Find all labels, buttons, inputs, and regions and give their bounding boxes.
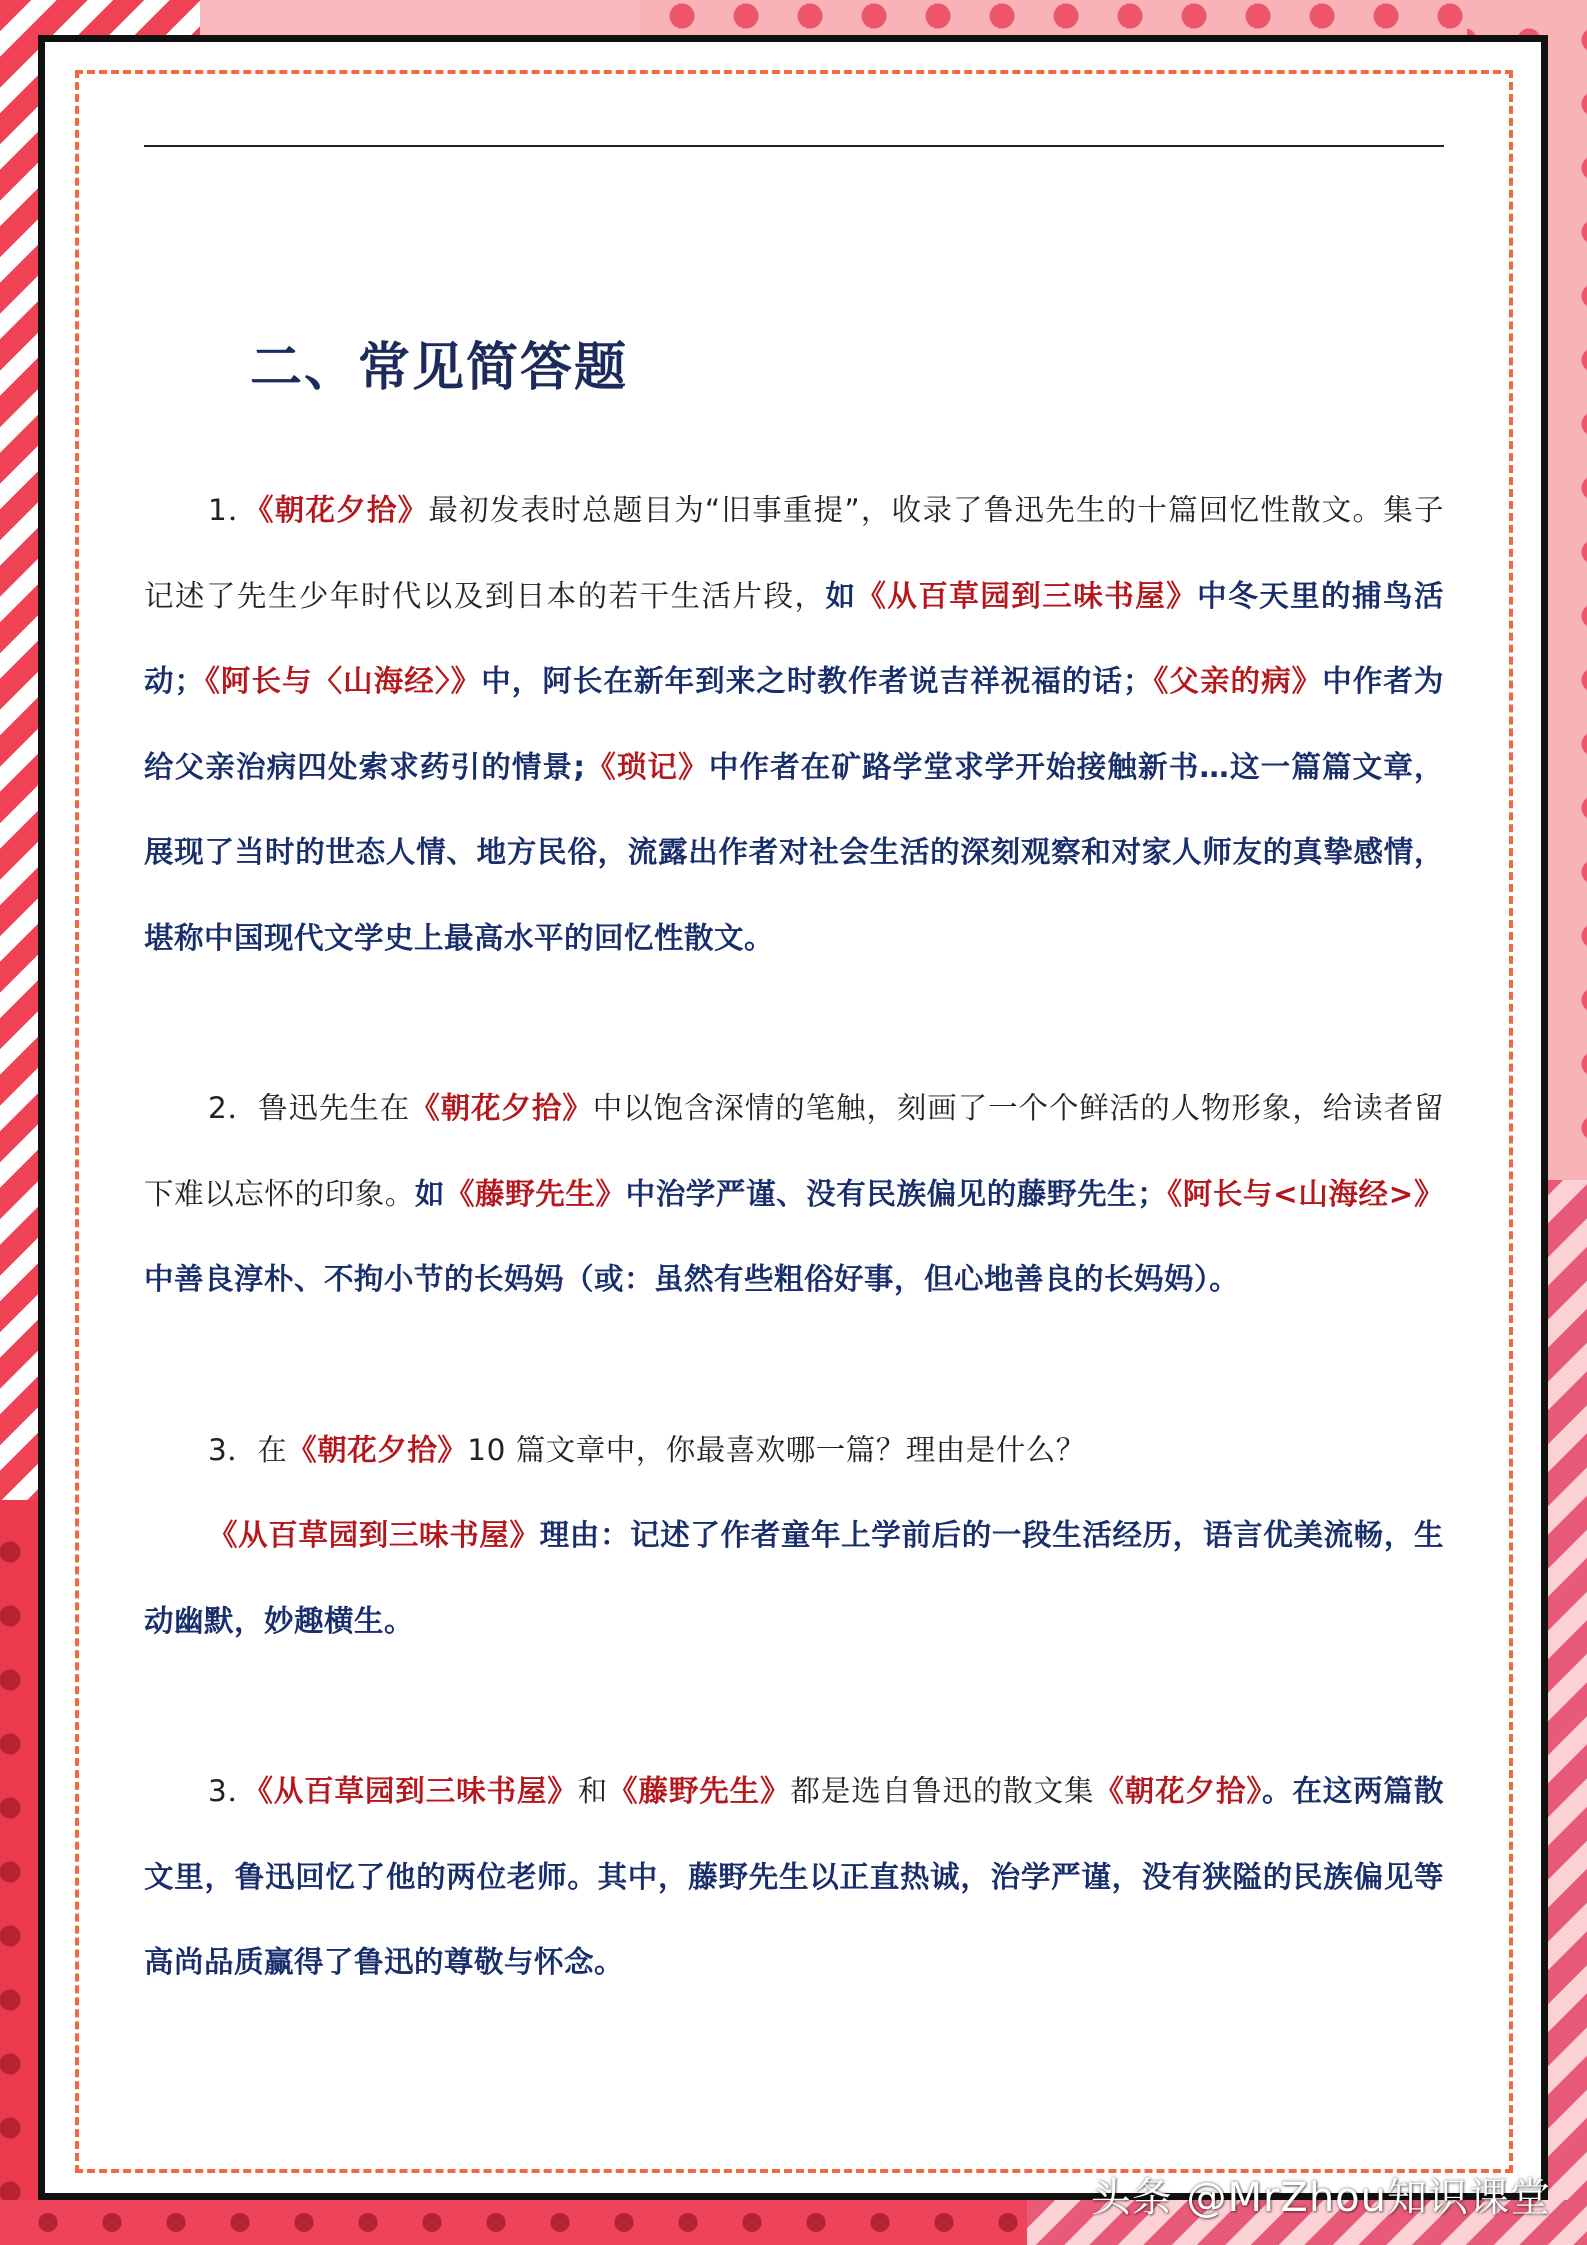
section-title: 二、常见简答题 [250, 338, 629, 398]
q1-title: 《朝花夕拾》 [258, 493, 429, 527]
q1-work-1: 《从百草园到三味书屋》 [856, 578, 1198, 613]
q4-bold-1: 。在这两篇散文里，鲁迅回忆了他的两位老师。其中，藤野先生以正直热诚，治学严谨，没有狭隘的民族偏见等高尚品质赢得了鲁迅的尊敬与怀念。 [144, 1774, 1444, 1979]
question-3 [144, 1408, 1444, 1494]
q4-work-1: 《从百草园到三味书屋》 [258, 1774, 578, 1808]
q4-and: 和 [577, 1774, 609, 1808]
q1-bold-5: 中作者在矿路学堂求学开始接触新书…这一篇篇文章，展现了当时的世态人情、地方民俗，流露出作者对社会生活的深刻观察和对家人师友的真挚感情，堪称中国现代文学史上最高水平的回忆性散文。 [144, 749, 1444, 955]
q2-title: 《朝花夕拾》 [410, 1091, 593, 1125]
q2-text: 中以饱含深情的笔触，刻画了一个个鲜活的人物形象，给读者留下难以忘怀的印象。 [144, 1091, 1444, 1211]
q1-prefix: 1． [208, 493, 259, 527]
q4-text: 都是选自鲁迅的散文集 [790, 1774, 1095, 1808]
q1-bold-1: 如 [825, 578, 857, 613]
q2-bold-1: 如 [414, 1176, 445, 1211]
watermark: 头条 @MrZhou知识课堂 [1090, 2175, 1551, 2221]
q1-work-2: 《阿长与〈山海经〉》 [204, 664, 482, 698]
header-rule [144, 145, 1444, 147]
q2-bold-3: 中善良淳朴、不拘小节的长妈妈（或：虽然有些粗俗好事，但心地善良的长妈妈）。 [144, 1262, 1240, 1296]
question-1 [144, 468, 1444, 981]
q1-bold-3: 中，阿长在新年到来之时教作者说吉祥祝福的话； [481, 664, 1154, 698]
q4-work-3: 《朝花夕拾》 [1094, 1774, 1262, 1808]
q3-answer-text: 理由：记述了作者童年上学前后的一段生活经历，语言优美流畅，生动幽默，妙趣横生。 [144, 1518, 1444, 1638]
question-2 [144, 1066, 1444, 1323]
q3-answer-work: 《从百草园到三味书屋》 [208, 1518, 540, 1552]
q2-prefix: 2．鲁迅先生在 [208, 1091, 411, 1125]
q3-prefix: 3．在 [208, 1432, 288, 1467]
q1-bold-4: 中作者为给父亲治病四处索求药引的情景; [144, 664, 1444, 784]
question-4 [144, 1749, 1444, 2006]
q2-work-1: 《藤野先生》 [445, 1176, 626, 1211]
q2-bold-2: 中治学严谨、没有民族偏见的藤野先生； [625, 1176, 1168, 1211]
q4-work-2: 《藤野先生》 [608, 1774, 791, 1808]
q3-text: 10 篇文章中，你最喜欢哪一篇？理由是什么？ [467, 1432, 1086, 1467]
answer-3 [144, 1493, 1444, 1664]
q1-bold-2: 中冬天里的捕鸟活动； [144, 578, 1444, 698]
q1-work-4: 《琐记》 [585, 749, 709, 784]
q3-title: 《朝花夕拾》 [287, 1432, 468, 1467]
q1-work-3: 《父亲的病》 [1153, 664, 1323, 698]
q4-prefix: 3． [208, 1774, 259, 1808]
q1-text: 最初发表时总题目为“旧事重提”，收录了鲁迅先生的十篇回忆性散文。集子记述了先生少年时代以及到日本的若干生活片段， [144, 493, 1444, 613]
document-body [144, 330, 1444, 2006]
q2-work-2: 《阿长与<山海经>》 [1167, 1176, 1444, 1211]
